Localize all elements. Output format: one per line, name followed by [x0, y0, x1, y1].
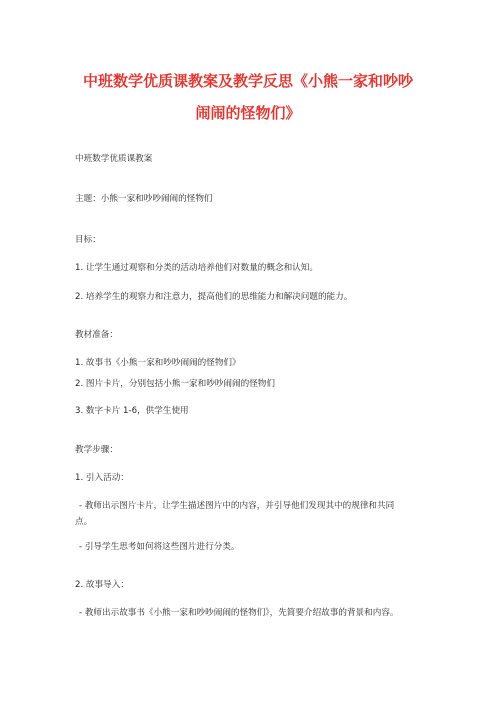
material-item-3: 3. 数字卡片 1-6，供学生使用: [75, 406, 189, 416]
material-item-2: 2. 图片卡片，分别包括小熊一家和吵吵闹闹的怪物们: [75, 379, 275, 389]
goals-heading: 目标：: [75, 235, 101, 245]
document-title-line-2: 闹闹的怪物们》: [195, 104, 301, 122]
steps-heading: 教学步骤：: [75, 445, 118, 455]
step-2-heading: 2. 故事导入：: [75, 580, 129, 590]
goal-item-2: 2. 培养学生的观察力和注意力，提高他们的思维能力和解决问题的能力。: [75, 292, 353, 302]
step-1-detail-2: - 引导学生思考如何将这些图片进行分类。: [79, 542, 240, 552]
step-1-detail-1: - 教师出示图片卡片，让学生描述图片中的内容，并引导他们发现其中的规律和共同: [79, 501, 395, 511]
step-1-detail-1-continued: 点。: [75, 517, 93, 527]
topic: 主题：小熊一家和吵吵闹闹的怪物们: [75, 194, 213, 204]
step-1-heading: 1. 引入活动：: [75, 473, 129, 483]
step-2-detail-1: - 教师出示故事书《小熊一家和吵吵闹闹的怪物们》，先简要介绍故事的背景和内容。: [79, 608, 399, 618]
materials-heading: 教材准备：: [75, 330, 118, 340]
subtitle: 中班数学优质课教案: [75, 154, 153, 164]
document-title-line-1: 中班数学优质课教案及教学反思《小熊一家和吵吵: [82, 72, 413, 90]
material-item-1: 1. 故事书《小熊一家和吵吵闹闹的怪物们》: [75, 358, 241, 368]
goal-item-1: 1. 让学生通过观察和分类的活动培养他们对数量的概念和认知。: [75, 263, 318, 273]
